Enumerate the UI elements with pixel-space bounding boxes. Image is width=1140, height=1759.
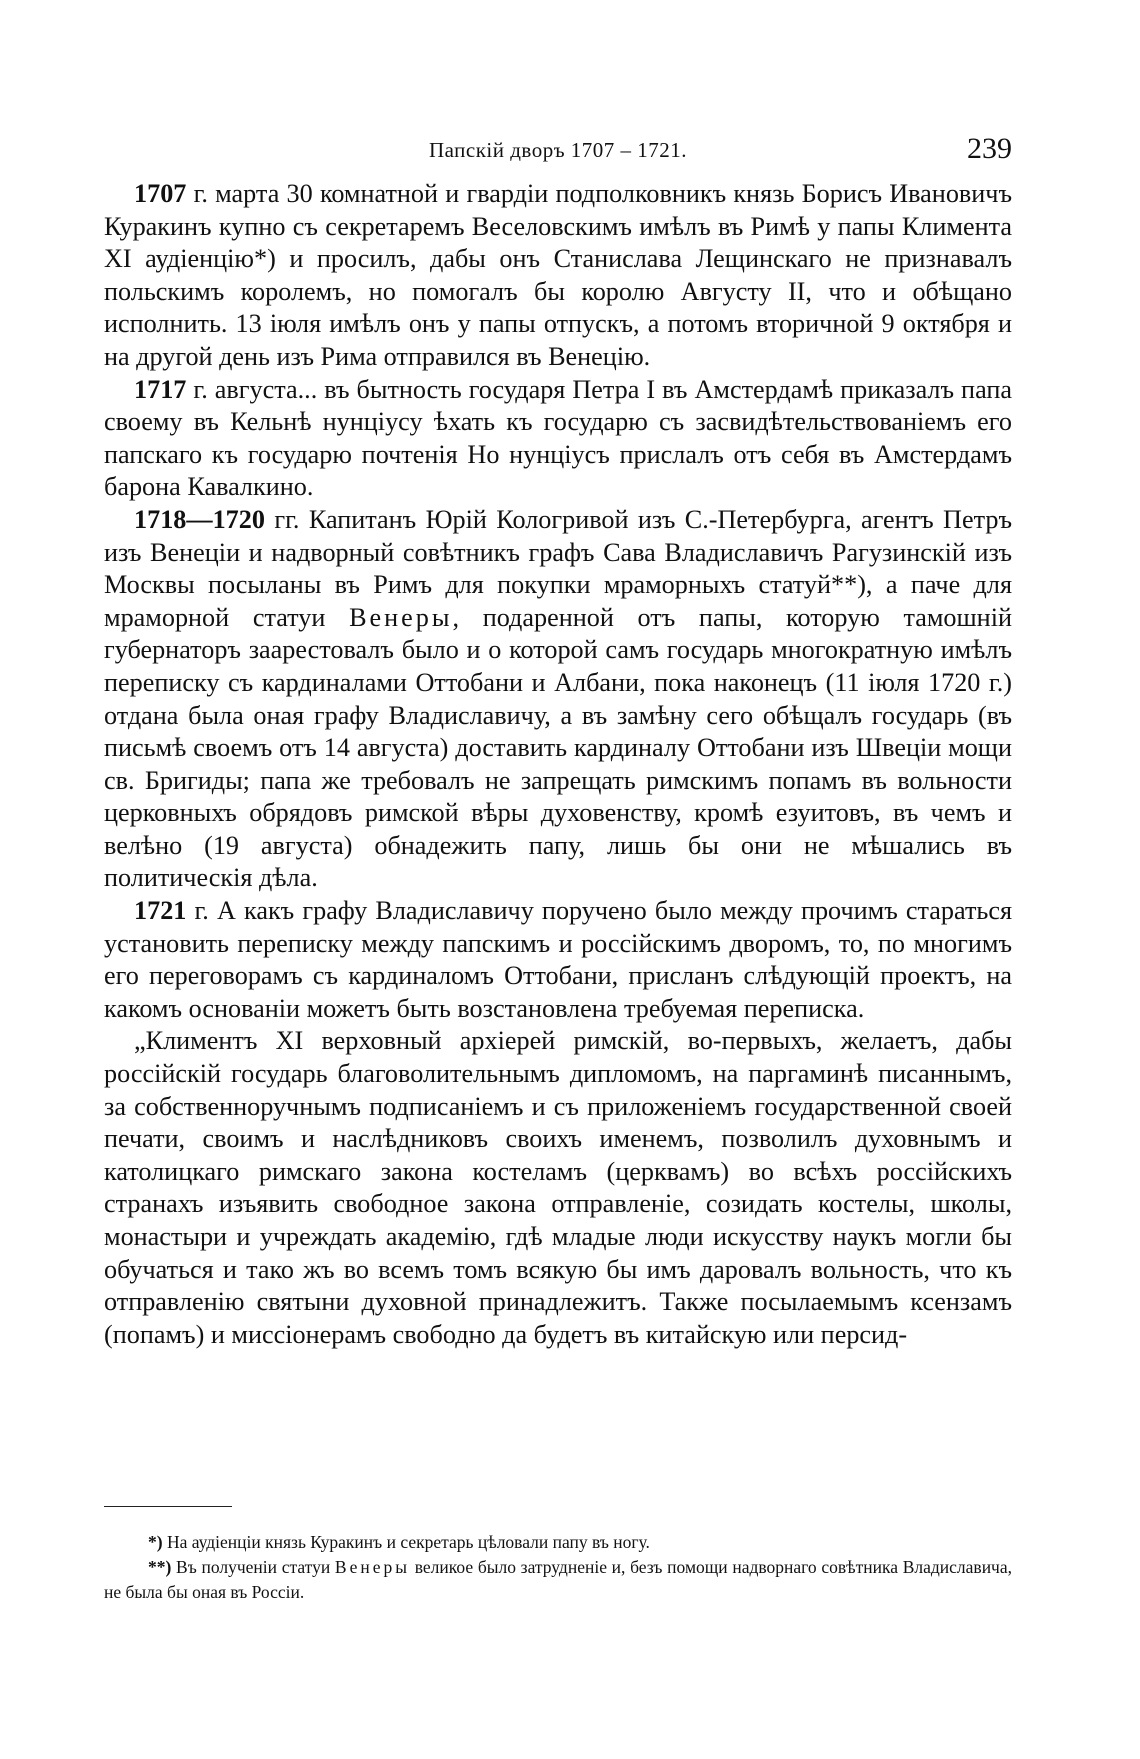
footnote-2 [104,1555,1012,1605]
entry-year: 1718—1720 [134,504,265,534]
footnote-rule [104,1506,232,1507]
spaced-word-venus: Венеры [349,602,453,632]
footnote-mark: **) [148,1557,172,1577]
entry-1721 [104,895,1012,1025]
page-header [104,132,1012,172]
footnote-mark: *) [148,1532,163,1552]
entry-text: г. августа... въ бытность государя Петра I въ Амстердамѣ приказалъ папа своему въ Кельнѣ нунціусу ѣхать къ государю съ засвидѣтельствованіемъ его папскаго къ государю почтенія Но нунціусъ прислалъ отъ себя въ Амстердамъ барона Кавалкино. [104,374,1012,502]
running-title: Папскій дворъ 1707 – 1721. [428,138,688,162]
footnote-text: На аудіенціи князь Куракинъ и секретарь цѣловали папу въ ногу. [166,1532,650,1552]
footnote-text: Въ полученіи статуи [176,1557,331,1577]
entry-text: г. марта 30 комнатной и гвардіи подполковникъ князь Борисъ Ивановичъ Куракинъ купно съ секретаремъ Веселовскимъ имѣлъ въ Римѣ у папы Климента XI аудіенцію*) и просилъ, дабы онъ Станислава Лещинскаго не признавалъ польскимъ королемъ, но помогалъ бы королю Августу II, что и обѣщано исполнить. 13 іюля имѣлъ онъ у папы отпускъ, а потомъ вторичной 9 октября и на другой день изъ Рима отправился въ Венецію. [104,179,1013,371]
entry-text: гг. Капитанъ Юрій Кологривой изъ С.-Петербурга, агентъ Петръ изъ Венеціи и надворный совѣтникъ графъ Сава Владиславичъ Рагузинскій изъ Москвы посыланы въ Римъ для покупки мраморныхъ статуй**), а паче для мраморной статуи [104,504,1012,632]
spaced-word-venus: Венеры [334,1557,411,1577]
entry-1707 [104,178,1012,374]
entry-text: , подаренной отъ папы, которую тамошній губернаторъ заарестовалъ было и о которой самъ государь многократную имѣлъ переписку съ кардиналами Оттобани и Албани, пока наконецъ (11 іюля 1720 г.) отдана была оная графу Владиславичу, а въ замѣну сего обѣщалъ государь (въ письмѣ своемъ отъ 14 августа) доставить кардиналу Оттобани изъ Швеціи мощи св. Бригиды; папа же требовалъ не запрещать римскимъ попамъ въ вольности церковныхъ обрядовъ римской вѣры духовенству, кромѣ езуитовъ, въ чемъ и велѣно (19 августа) обнадежить папу, лишь бы они не мѣшались въ политическія дѣла. [104,602,1012,893]
footnotes [104,1530,1012,1605]
page-number: 239 [967,132,1012,165]
quoted-project: „Климентъ XI верховный архіерей римскій, во-первыхъ, желаетъ, дабы россійскій государь благоволительнымъ дипломомъ, на паргаминѣ писаннымъ, за собственноручнымъ подписаніемъ и съ приложеніемъ государственной своей печати, своимъ и наслѣдниковъ своихъ именемъ, позволилъ духовнымъ и католицкаго римскаго закона костеламъ (церквамъ) во всѣхъ россійскихъ странахъ изъявить свободное закона отправленіе, созидать костелы, школы, монастыри и учреждать академію, гдѣ младые люди искусству наукъ могли бы обучаться и тако жъ во всемъ томъ всякую бы имъ даровалъ вольность, что къ отправленію святыни духовной принадлежитъ. Также посылаемымъ ксензамъ (попамъ) и миссіонерамъ свободно да будетъ въ китайскую или персид- [104,1026,1012,1349]
footnote-text: великое было затрудненіе и, безъ помощи надворнаго совѣтника Владиславича, не была бы оная въ Россіи. [104,1557,1013,1602]
entry-1718-1720 [104,504,1012,895]
entry-1717 [104,374,1012,504]
main-text [104,178,1012,1351]
entry-year: 1721 [134,896,187,926]
entry-year: 1707 [134,179,187,208]
footnote-1 [104,1530,1012,1555]
entry-year: 1717 [134,374,187,404]
entry-text: г. А какъ графу Владиславичу поручено было между прочимъ стараться установить переписку между папскимъ и россійскимъ дворомъ, то, по многимъ его переговорамъ съ кардиналомъ Оттобани, присланъ слѣдующій проектъ, на какомъ основаніи можетъ быть возстановлена требуемая переписка. [104,896,1013,1023]
